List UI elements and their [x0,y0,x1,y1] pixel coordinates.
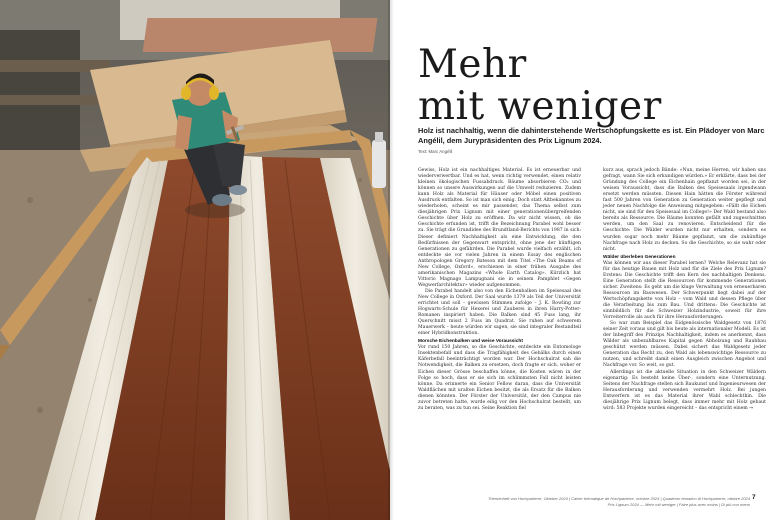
paragraph: Was können wir aus dieser Parabel lernen? Welche Relevanz hat sie für das heutige Bauen mit Holz und für die Ziele des Prix Lignum? Erstens: Die Geschichte trifft den Kern des nachhaltigen Denkens. Eine Generation stellt die Ressourcen für kommende Generationen sicher. Zweitens: Es geht um die kluge Verwaltung von erneuerbaren Ressourcen im Bauwesen. Der Schwerpunkt liegt dabei auf der Wertschöpfungskette von Holz – vom Wald und dessen Pflege über die Verarbeitung bis zum Bau. Und drittens: Die Geschichte ist sinnbildlich für die Schweizer Holzindustrie, soweit für ihre Vorreiterrolle als auch für ihre Herausforderungen. [603,260,766,321]
author-credit: Text: Marc Angélil [418,149,453,154]
page-number: 7 [752,494,756,501]
body-column-2 [603,168,766,412]
continue-arrow-icon: → [749,405,754,411]
footer-line-1: Themenheft von Hochparterre, Oktober 2024 | Cahier thématique de Hochparterre, octobre 2024 | Quaderno tematico di Hochparterre, ottobre 2024 [487,496,750,501]
paragraph: So war zum Beispiel das Eidgenössische Waldgesetz von 1876 seiner Zeit voraus und gilt bis heute als internationaler Modell. Es ist der Inbegriff des Prinzips Nachhaltigkeit, indem es anerkennt, dass Wälder als unbezahlbares Kapital gegen Abholzung und Raubbau geschützt werden müssen. Dabei sichert das Waldgesetz jeder Generation das Recht zu, den Wald als lebenswichtige Ressource zu nutzen, und schreibt damit einen Ausgleich zwischen Angebot und Nachfrage vor. So weit, so gut. [603,321,766,369]
paragraph: Die Parabel handelt also von den Eichenbalken im Speisesaal des New College in Oxford. Der Saal wurde 1379 als Teil der Universität errichtet und soll – gewissen Stimmen zufolge – J. K. Rowling zur Hogwarts-Schule für Hexerei und Zauberei in ihren Harry-Potter-Romanen inspiriert haben. Die Balken sind 45 Fuss lang, ihr Querschnitt misst 2 Fuss im Quadrat. Sie ruhen auf schwerem Mauerwerk – heute würden wir sagen, sie sind integraler Bestandteil einer Hybridkonstruktion. [418,288,581,337]
headline-line-2: mit weniger [418,84,662,129]
paragraph: kurz aus, sprach jedoch Bände: «Nun, meine Herren, wir haben uns gefragt, wann Sie sich erkundigen würden.» Er erklärte, dass bei der Gründung des College ein Eichenhain gepflanzt worden sei, in der weisen Voraussicht, dass die Balken des Speisesaals irgendwann ersetzt werden müssten. Diesen Hain hätten die Förster während fast 500 Jahren von Generation zu Generation weiter gepflegt und jeder neuen Nachfolge die Anweisung mitgegeben: «Fällt die Eichen nicht, sie sind für den Speisesaal im College!» Der Wald bestand also bereits als Ressource. Die Bäume konnten gefällt und zugeschnitten werden, um den Saal zu renovieren. Entscheidend für die Geschichte: Die Wälder wurden nicht nur erhalten, sondern es wurden sogar noch mehr Bäume gepflanzt, um die zukünftige Nachfrage nach Holz zu decken. So die Geschichte, so sie wahr oder nicht. [603,168,766,252]
paragraph: Vor rund 150 Jahren, so die Geschichte, entdeckte ein Entomologe Insektenbefall und dass die Tragfähigkeit des Gebälks durch einen Käferbefall beeinträchtigt worden war. Der Hochschulrat sah die Notwendigkeit, die Balken zu ersetzen, doch fragte er sich, woher er Eichen dieser Grösse beschaffen könne, die Kosten wären in der Folge so hoch, dass er sie sich im schlimmsten Fall nicht leisten könne. Da erinnerte ein Senior Fellow daran, dass die Universität Waldflächen mit uralten Eichen besitzt, die als Ersatz für die Balken dienen könnten. Der Förster der Universität, der den Campus nie zuvor betreten hatte, wurde eilig vor den Hochschulrat bestellt, um zu beraten, was zu tun sei. Seine Reaktion fiel [418,345,581,411]
article-headline [418,44,662,128]
subheading: Morsche Eichenbalken und weise Voraussicht [418,339,523,345]
article-page [394,0,780,520]
paragraph: Gewiss, Holz ist ein nachhaltiges Material. Es ist erneuerbar und wiederverwertbar. Und es hat, wenn richtig verwendet, einen relativ kleinen ökologischen Fussabdruck. Bäume absorbieren CO₂ und können so unsere Auswirkungen auf die Umwelt reduzieren. Zudem kann Holz als Material für Häuser oder Möbel einen positiven Ausdruck entfalten. So ist man sich einig. Doch statt Altbekanntes zu wiederholen, scheint es mir passender, das Thema selbst zum diesjährigen Prix Lignum mit einer generationenübergreifenden Geschichte über Holz zu eröffnen. Da wir nicht wissen, ob die Geschichte erfunden ist, trifft die Bezeichnung Parabel wohl besser zu. Sie trägt die Grundidee des Brundtland-Berichts von 1987 in sich: Dieser definiert Nachhaltigkeit als eine Entwicklung, die den Bedürfnissen der Gegenwart entspricht, ohne jene der künftigen Generationen zu gefährden. Die Parabel wurde vielfach erzählt, ich entdeckte sie vor vielen Jahren in einem Essay des englischen Anthropologen Gregory Bateson mit dem Titel «The Oak Beams of New College, Oxford», erschienen in einer frühen Ausgabe des amerikanischen Magazins «Whole Earth Catalog». Kürzlich hat Vittorio Magnago Lampugnani sie in seinem Pamphlet «Gegen Wegwerfarchitektur» wieder aufgenommen. [418,168,581,288]
page-footer [418,496,750,507]
article-lead: Holz ist nachhaltig, wenn die dahinterstehende Wertschöpfungskette es ist. Ein Plädoyer von Marc Angélil, dem Jurypräsidenten des Prix Lignum 2024. [418,126,765,145]
body-column-1 [418,168,581,412]
subheading: Wälder überleben Generationen [603,254,676,260]
paragraph-text: Allerdings ist die aktuelle Situation in den Schweizer Wäldern eigenartig: Es besteht keine Über-, sondern eine Unternutzung. Seitens der Nachfrage stellen sich Baukunst und Ingenieurwesen der Herausforderung und verwenden vermehrt Holz. Bei jungen Entwerfern ist es das Material ihrer Wahl schlechthin. Die diesjährige Prix Lignum belegt, dass immer mehr mit Holz gebaut wird: 583 Projekte wurden eingereicht – das entspricht einem [603,369,766,411]
footer-line-2: Prix Lignum 2024 — Mehr mit weniger | Faire plus avec moins | Di più con meno [607,501,750,507]
paragraph [603,370,766,412]
headline-line-1: Mehr [418,42,527,87]
